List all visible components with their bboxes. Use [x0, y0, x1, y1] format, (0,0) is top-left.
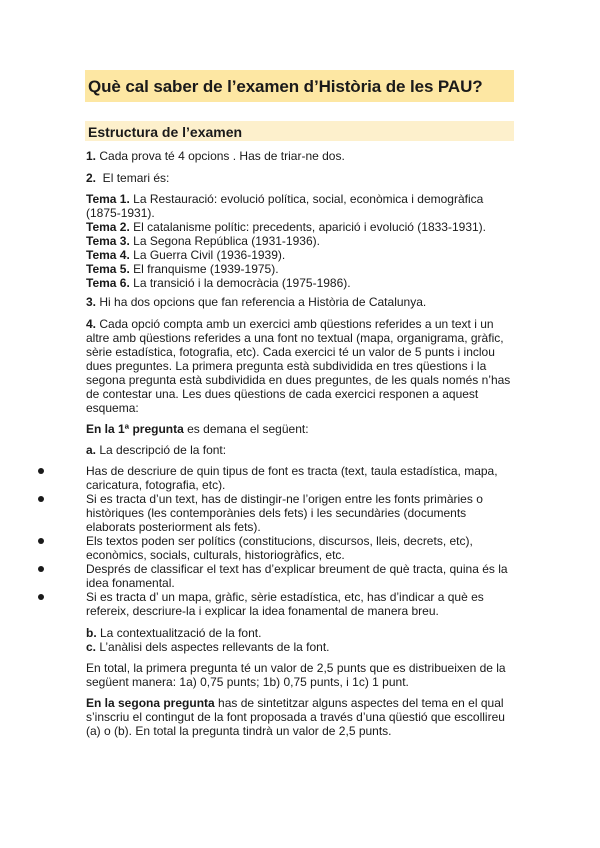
section-title: Estructura de l’examen: [88, 124, 243, 140]
tema-item: [86, 220, 516, 234]
question-1-heading: En la 1ª pregunta: [86, 422, 184, 436]
page-title: Què cal saber de l’examen d’Història de les PAU?: [88, 77, 483, 96]
subpoint-b-text: La contextualització de la font.: [96, 626, 262, 640]
question-2-text: has de sintetitzar alguns aspectes del tema en el qual s’inscriu el contingut de la font proposada a través d’una qüestió que escollireu (a) o (b). En total la pregunta tindrà un valor de 2,5 punts.: [86, 696, 505, 738]
item-3-number: 3.: [86, 295, 97, 309]
item-4-text: Cada opció compta amb un exercici amb qüestions referides a un text i un altre amb qüestions referides a una font no textual (mapa, organigrama, gràfic, sèrie estadística, fotografia, etc). Cada exercici té un valor de 5 punts i inclou dues preguntes. La primera pregunta està subdividida en tres qüestions i la segona pregunta està subdividida en dues preguntes, de les quals només n’has de contestar una. Les dues qüestions de cada exercici responen a aquest esquema:: [86, 317, 511, 415]
tema-label: Tema 2.: [86, 220, 130, 234]
bullet-text: Si es tracta d’un text, has de distingir-ne l’origen entre les fonts primàries o històriques (les contemporànies dels fets) i les secundàries (documents elaborats posteriorment als fets).: [86, 492, 483, 534]
tema-item: [86, 234, 516, 248]
tema-text: La Guerra Civil (1936-1939).: [129, 248, 286, 262]
question-1-intro-text: es demana el següent:: [183, 422, 309, 436]
bullet-text: Has de descriure de quin tipus de font es tracta (text, taula estadística, mapa, caricatura, fotografia, etc).: [86, 464, 498, 492]
question-2: [86, 696, 516, 738]
subpoint-b: [86, 626, 516, 640]
subpoint-c: [86, 640, 516, 654]
item-2: [86, 171, 516, 185]
item-3: [86, 295, 516, 309]
total-text: En total, la primera pregunta té un valor de 2,5 punts que es distribueixen de la següent manera: 1a) 0,75 punts; 1b) 0,75 punts, i 1c) 1 punt.: [86, 661, 506, 689]
bullet-item: [86, 534, 516, 562]
subpoint-b-label: b.: [86, 626, 97, 640]
item-1: [86, 149, 516, 163]
tema-text: El catalanisme polític: precedents, aparició i evolució (1833-1931).: [129, 220, 487, 234]
bullet-dot-icon: [38, 538, 44, 544]
subpoint-a-label: a.: [86, 443, 97, 457]
tema-label: Tema 6.: [86, 276, 130, 290]
bullet-item: [86, 562, 516, 590]
subpoint-c-text: L’anàlisi dels aspectes rellevants de la font.: [96, 640, 330, 654]
bullet-dot-icon: [38, 468, 44, 474]
item-2-number: 2.: [86, 171, 97, 185]
tema-item: [86, 276, 516, 290]
subpoint-a: [86, 443, 516, 457]
tema-text: La Segona República (1931-1936).: [129, 234, 320, 248]
section-banner: [85, 121, 514, 141]
subpoint-c-label: c.: [86, 640, 97, 654]
bullet-text: Els textos poden ser polítics (constitucions, discursos, lleis, decrets, etc), econòmics, socials, culturals, historiogràfics, etc.: [86, 534, 473, 562]
title-banner: [85, 70, 514, 102]
tema-text: La transició i la democràcia (1975-1986).: [129, 276, 351, 290]
question-1-intro: [86, 422, 516, 436]
tema-text: El franquisme (1939-1975).: [129, 262, 279, 276]
item-1-number: 1.: [86, 149, 97, 163]
subpoint-a-text: La descripció de la font:: [96, 443, 227, 457]
subpoints-bc: [86, 626, 516, 654]
bullet-item: [86, 492, 516, 534]
tema-label: Tema 3.: [86, 234, 130, 248]
bullet-item: [86, 590, 516, 618]
tema-label: Tema 1.: [86, 192, 130, 206]
question-2-heading: En la segona pregunta: [86, 696, 215, 710]
bullet-text: Després de classificar el text has d’explicar breument de què tracta, quina és la idea fonamental.: [86, 562, 508, 590]
total-paragraph: [86, 661, 516, 689]
tema-item: [86, 192, 516, 220]
item-1-text: Cada prova té 4 opcions . Has de triar-ne dos.: [96, 149, 345, 163]
tema-label: Tema 5.: [86, 262, 130, 276]
item-4: [86, 317, 516, 415]
tema-item: [86, 262, 516, 276]
bullet-text: Si es tracta d’ un mapa, gràfic, sèrie estadística, etc, has d’indicar a què es refereix, descriure-la i explicar la idea fonamental de manera breu.: [86, 590, 484, 618]
bullet-dot-icon: [38, 496, 44, 502]
tema-label: Tema 4.: [86, 248, 130, 262]
temari-list: [86, 192, 516, 290]
item-2-text: El temari és:: [96, 171, 170, 185]
item-3-text: Hi ha dos opcions que fan referencia a Història de Catalunya.: [96, 295, 427, 309]
item-4-number: 4.: [86, 317, 97, 331]
bullet-dot-icon: [38, 566, 44, 572]
bullet-dot-icon: [38, 594, 44, 600]
bullet-item: [86, 464, 516, 492]
tema-text: La Restauració: evolució política, social, econòmica i demogràfica (1875-1931).: [86, 192, 484, 220]
tema-item: [86, 248, 516, 262]
